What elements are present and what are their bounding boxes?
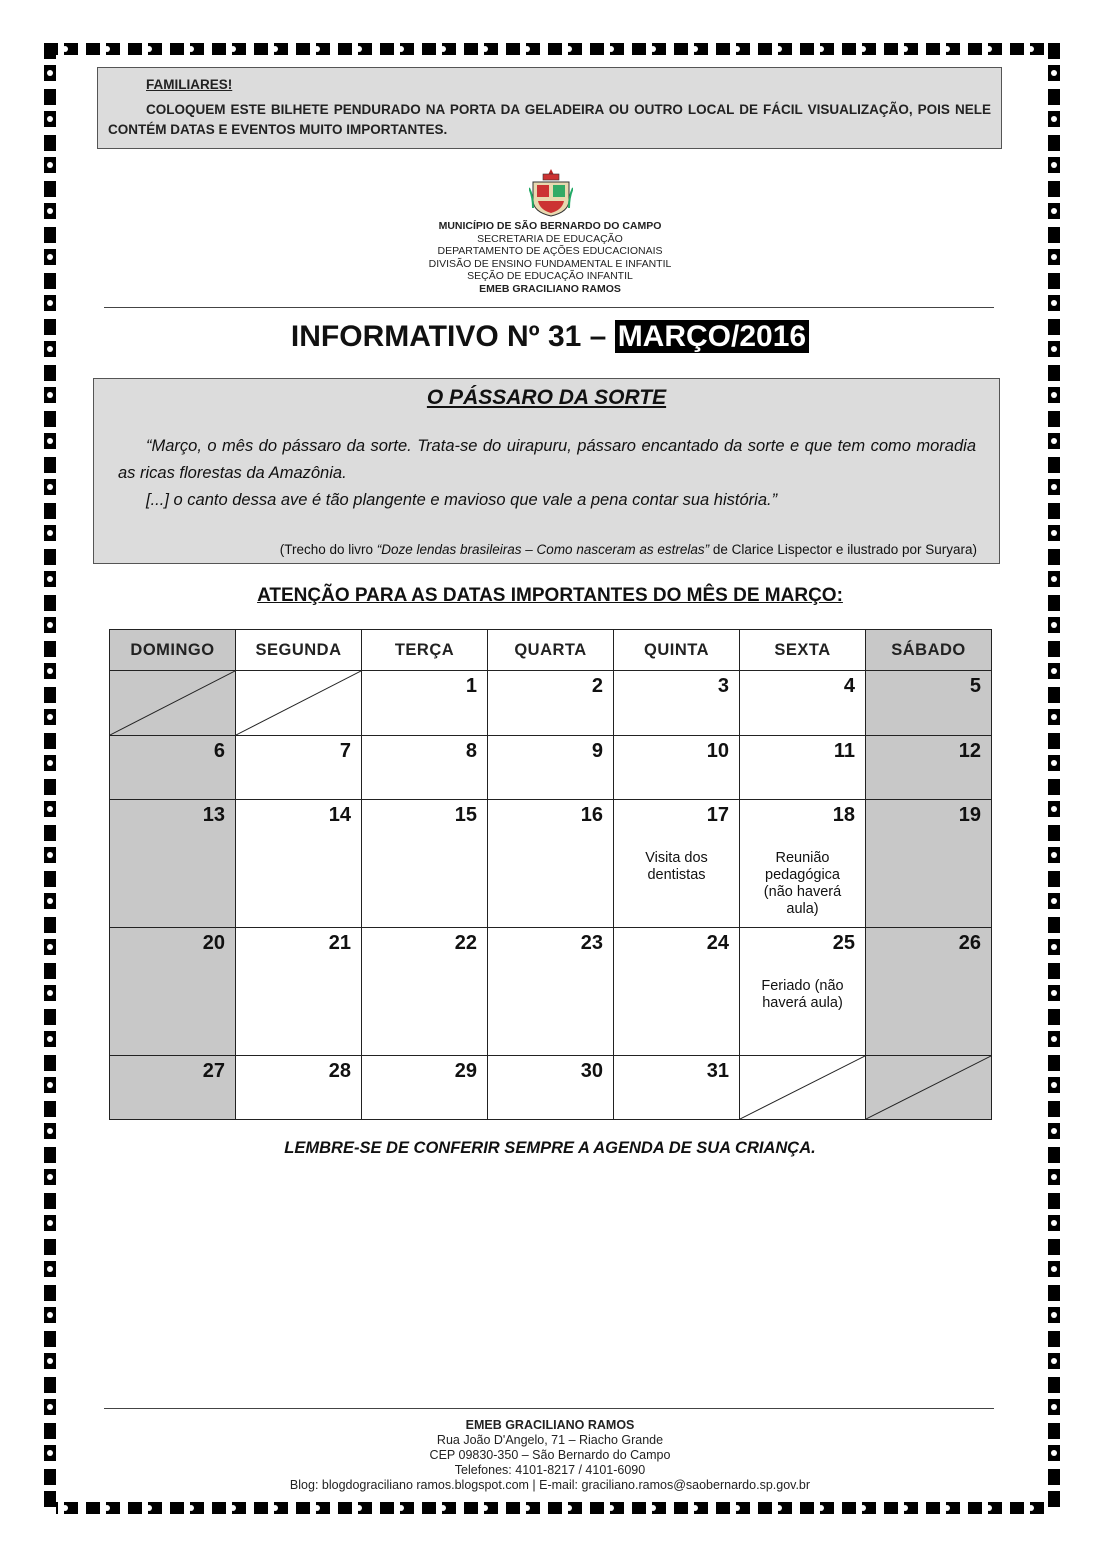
border-dot: [1051, 1404, 1057, 1410]
border-dot: [47, 668, 53, 674]
border-dot: [1051, 1312, 1057, 1318]
border-dot: [47, 1450, 53, 1456]
day-event-note: Reunião pedagógica (não haverá aula): [763, 850, 842, 917]
bird-title: O PÁSSARO DA SORTE: [426, 386, 667, 409]
border-dot: [1051, 622, 1057, 628]
border-dot: [566, 46, 572, 52]
border-dot: [1051, 1450, 1057, 1456]
border-dot: [47, 116, 53, 122]
border-dot: [1051, 530, 1057, 536]
day-number: 28: [328, 1060, 351, 1082]
day-number: 12: [958, 740, 981, 762]
border-dot: [1051, 852, 1057, 858]
border-dot: [230, 1505, 236, 1511]
border-dot: [860, 46, 866, 52]
border-dot: [482, 46, 488, 52]
header-block: [350, 220, 750, 296]
border-dot: [1051, 1128, 1057, 1134]
calendar-day: [362, 800, 488, 928]
border-dot: [47, 1358, 53, 1364]
day-number: 9: [591, 740, 603, 762]
border-dot: [734, 46, 740, 52]
calendar-day: [614, 800, 740, 928]
border-dot: [1051, 714, 1057, 720]
border-dot: [1028, 1505, 1034, 1511]
calendar-day: [236, 1056, 362, 1120]
border-dot: [944, 1505, 950, 1511]
day-number: 16: [580, 804, 603, 826]
day-header: DOMINGO: [110, 630, 236, 671]
border-dot: [47, 1220, 53, 1226]
calendar-day: [362, 736, 488, 800]
border-dot: [356, 1505, 362, 1511]
border-dot: [47, 576, 53, 582]
day-header: SÁBADO: [866, 630, 992, 671]
calendar-day: [614, 928, 740, 1056]
border-dot: [1051, 576, 1057, 582]
border-dot: [1051, 1036, 1057, 1042]
border-dot: [146, 1505, 152, 1511]
border-dot: [1051, 392, 1057, 398]
border-dot: [47, 70, 53, 76]
border-dot: [1051, 208, 1057, 214]
border-right: [1048, 43, 1060, 1514]
border-dot: [1051, 760, 1057, 766]
notice-title: FAMILIARES!: [146, 77, 233, 92]
border-dot: [776, 46, 782, 52]
border-dot: [272, 46, 278, 52]
calendar-week: [110, 800, 992, 928]
border-dot: [734, 1505, 740, 1511]
border-dot: [1051, 806, 1057, 812]
border-dot: [146, 46, 152, 52]
border-dot: [398, 46, 404, 52]
header-division: DIVISÃO DE ENSINO FUNDAMENTAL E INFANTIL: [428, 257, 672, 270]
bird-quote: [118, 433, 976, 514]
border-dot: [47, 1082, 53, 1088]
calendar-empty-cell: [110, 671, 236, 736]
header-divider: [104, 307, 994, 308]
border-dot: [1028, 46, 1034, 52]
calendar-day: [866, 928, 992, 1056]
day-number: 18: [832, 804, 855, 826]
border-dot: [1051, 484, 1057, 490]
footer-address: Rua João D'Angelo, 71 – Riacho Grande: [436, 1433, 664, 1447]
calendar-day: [614, 671, 740, 736]
calendar-day: [614, 1056, 740, 1120]
border-dot: [314, 46, 320, 52]
border-dot: [47, 1404, 53, 1410]
footer-phones: Telefones: 4101-8217 / 4101-6090: [454, 1463, 646, 1477]
border-dot: [47, 944, 53, 950]
border-dot: [1051, 300, 1057, 306]
march-calendar: [109, 629, 992, 1120]
calendar-day: [236, 736, 362, 800]
day-number: 22: [454, 932, 477, 954]
footer-divider: [104, 1408, 994, 1409]
border-dot: [1051, 898, 1057, 904]
day-number: 10: [706, 740, 729, 762]
empty-cell-slash: [740, 1056, 865, 1119]
border-dot: [272, 1505, 278, 1511]
calendar-day: [236, 928, 362, 1056]
header-school: EMEB GRACILIANO RAMOS: [479, 282, 621, 295]
quote-paragraph-1: “Março, o mês do pássaro da sorte. Trata-se do uirapuru, pássaro encantado da sorte e que tem como moradia as ricas florestas da Amazônia.: [118, 437, 976, 482]
calendar-week: [110, 671, 992, 736]
day-number: 30: [580, 1060, 603, 1082]
footer-school: EMEB GRACILIANO RAMOS: [465, 1418, 635, 1432]
day-number: 5: [969, 675, 981, 697]
day-event-note: Feriado (não haverá aula): [761, 978, 844, 1011]
border-dot: [104, 46, 110, 52]
title-prefix: INFORMATIVO Nº 31 –: [290, 320, 615, 353]
calendar-day: [488, 736, 614, 800]
border-dot: [47, 990, 53, 996]
calendar-day: [488, 671, 614, 736]
title-month: MARÇO/2016: [615, 320, 809, 353]
calendar-day: [110, 800, 236, 928]
border-dot: [1051, 1220, 1057, 1226]
border-dot: [818, 46, 824, 52]
day-number: 21: [328, 932, 351, 954]
border-dot: [398, 1505, 404, 1511]
border-dot: [902, 46, 908, 52]
border-dot: [47, 484, 53, 490]
calendar-day: [488, 1056, 614, 1120]
border-dot: [47, 254, 53, 260]
border-dot: [47, 530, 53, 536]
border-dot: [47, 622, 53, 628]
calendar-day: [614, 736, 740, 800]
calendar-day: [740, 736, 866, 800]
border-dot: [47, 760, 53, 766]
calendar-day: [488, 928, 614, 1056]
border-dot: [47, 208, 53, 214]
day-number: 2: [591, 675, 603, 697]
calendar-day: [362, 928, 488, 1056]
bird-box: [93, 378, 1000, 564]
day-number: 1: [465, 675, 477, 697]
quote-paragraph-2: [...] o canto dessa ave é tão plangente e mavioso que vale a pena contar sua história.”: [146, 491, 778, 509]
border-dot: [47, 300, 53, 306]
border-dot: [986, 1505, 992, 1511]
calendar-empty-cell: [740, 1056, 866, 1120]
border-dot: [1051, 438, 1057, 444]
border-dot: [230, 46, 236, 52]
day-header: TERÇA: [362, 630, 488, 671]
border-dot: [1051, 1266, 1057, 1272]
day-number: 6: [213, 740, 225, 762]
border-dot: [944, 46, 950, 52]
day-number: 29: [454, 1060, 477, 1082]
day-number: 23: [580, 932, 603, 954]
day-event-note: Visita dos dentistas: [645, 850, 708, 883]
border-dot: [47, 392, 53, 398]
border-dot: [692, 1505, 698, 1511]
calendar-day: [110, 928, 236, 1056]
calendar-day: [362, 671, 488, 736]
calendar-day: [362, 1056, 488, 1120]
border-dot: [1051, 70, 1057, 76]
border-dot: [482, 1505, 488, 1511]
day-number: 3: [717, 675, 729, 697]
day-number: 8: [465, 740, 477, 762]
reminder-text: LEMBRE-SE DE CONFERIR SEMPRE A AGENDA DE SUA CRIANÇA.: [284, 1139, 816, 1157]
border-dot: [650, 1505, 656, 1511]
border-dot: [650, 46, 656, 52]
border-dot: [608, 1505, 614, 1511]
border-dot: [47, 898, 53, 904]
calendar-week: [110, 736, 992, 800]
calendar-empty-cell: [866, 1056, 992, 1120]
header-municipality: MUNICÍPIO DE SÃO BERNARDO DO CAMPO: [438, 220, 662, 232]
border-dot: [440, 1505, 446, 1511]
source-prefix: (Trecho do livro: [279, 542, 377, 557]
border-dot: [1051, 1082, 1057, 1088]
border-dot: [47, 852, 53, 858]
empty-cell-slash: [236, 671, 361, 735]
border-dot: [1051, 254, 1057, 260]
day-header: SEXTA: [740, 630, 866, 671]
day-number: 4: [843, 675, 855, 697]
day-number: 24: [706, 932, 729, 954]
border-dot: [104, 1505, 110, 1511]
border-dot: [188, 46, 194, 52]
city-crest-icon: [529, 168, 573, 218]
day-number: 7: [339, 740, 351, 762]
border-dot: [1051, 116, 1057, 122]
border-dot: [1051, 1358, 1057, 1364]
calendar-day: [866, 671, 992, 736]
quote-source: [280, 542, 977, 557]
border-dot: [188, 1505, 194, 1511]
day-number: 31: [706, 1060, 729, 1082]
border-dot: [902, 1505, 908, 1511]
border-dot: [1051, 1174, 1057, 1180]
day-number: 11: [833, 740, 855, 762]
calendar-day: [110, 736, 236, 800]
calendar-day: [866, 736, 992, 800]
footer-cep: CEP 09830-350 – São Bernardo do Campo: [429, 1448, 671, 1462]
border-dot: [47, 714, 53, 720]
empty-cell-slash: [110, 671, 235, 735]
page-title: [0, 320, 1100, 354]
border-dot: [524, 46, 530, 52]
border-dot: [776, 1505, 782, 1511]
header-department: DEPARTAMENTO DE AÇÕES EDUCACIONAIS: [437, 245, 663, 258]
border-dot: [47, 1036, 53, 1042]
border-dot: [1051, 990, 1057, 996]
calendar-day: [488, 800, 614, 928]
border-dot: [314, 1505, 320, 1511]
border-dot: [47, 806, 53, 812]
footer-contact: Blog: blogdograciliano ramos.blogspot.com | E-mail: graciliano.ramos@saobernardo.sp.gov.br: [289, 1478, 811, 1492]
attention-heading: ATENÇÃO PARA AS DATAS IMPORTANTES DO MÊS DE MARÇO:: [257, 585, 843, 606]
border-dot: [440, 46, 446, 52]
border-dot: [47, 1128, 53, 1134]
border-dot: [524, 1505, 530, 1511]
border-dot: [566, 1505, 572, 1511]
source-book: “Doze lendas brasileiras – Como nasceram as estrelas”: [376, 542, 710, 557]
calendar-week: [110, 928, 992, 1056]
border-dot: [692, 46, 698, 52]
border-dot: [986, 46, 992, 52]
day-number: 27: [202, 1060, 225, 1082]
day-number: 20: [202, 932, 225, 954]
day-number: 17: [706, 804, 729, 826]
border-left: [44, 43, 56, 1514]
border-dot: [356, 46, 362, 52]
footer-block: [200, 1418, 900, 1493]
border-dot: [47, 1312, 53, 1318]
header-secretariat: SECRETARIA DE EDUCAÇÃO: [477, 232, 623, 245]
border-dot: [62, 1505, 68, 1511]
day-number: 14: [328, 804, 351, 826]
header-section: SEÇÃO DE EDUCAÇÃO INFANTIL: [467, 270, 633, 283]
day-number: 15: [454, 804, 477, 826]
calendar-day: [740, 928, 866, 1056]
border-dot: [1051, 668, 1057, 674]
day-header: QUINTA: [614, 630, 740, 671]
empty-cell-slash: [866, 1056, 991, 1119]
border-dot: [47, 438, 53, 444]
border-dot: [62, 46, 68, 52]
border-dot: [47, 162, 53, 168]
day-header: SEGUNDA: [236, 630, 362, 671]
calendar-day: [110, 1056, 236, 1120]
border-dot: [818, 1505, 824, 1511]
border-dot: [860, 1505, 866, 1511]
calendar-day: [866, 800, 992, 928]
calendar-day: [740, 671, 866, 736]
notice-box: [97, 67, 1002, 149]
border-dot: [1051, 162, 1057, 168]
border-dot: [47, 1266, 53, 1272]
calendar-day: [236, 800, 362, 928]
day-number: 19: [958, 804, 981, 826]
border-dot: [1051, 944, 1057, 950]
calendar-week: [110, 1056, 992, 1120]
notice-body: COLOQUEM ESTE BILHETE PENDURADO NA PORTA DA GELADEIRA OU OUTRO LOCAL DE FÁCIL VISUALIZAÇÃO, POIS NELE CONTÉM DATAS E EVENTOS MUITO IMPORTANTES.: [108, 102, 991, 137]
calendar-day: [740, 800, 866, 928]
calendar-empty-cell: [236, 671, 362, 736]
day-header: QUARTA: [488, 630, 614, 671]
day-number: 25: [832, 932, 855, 954]
day-number: 26: [958, 932, 981, 954]
border-dot: [608, 46, 614, 52]
day-number: 13: [202, 804, 225, 826]
border-dot: [47, 1174, 53, 1180]
source-suffix: de Clarice Lispector e ilustrado por Suryara): [709, 542, 977, 557]
